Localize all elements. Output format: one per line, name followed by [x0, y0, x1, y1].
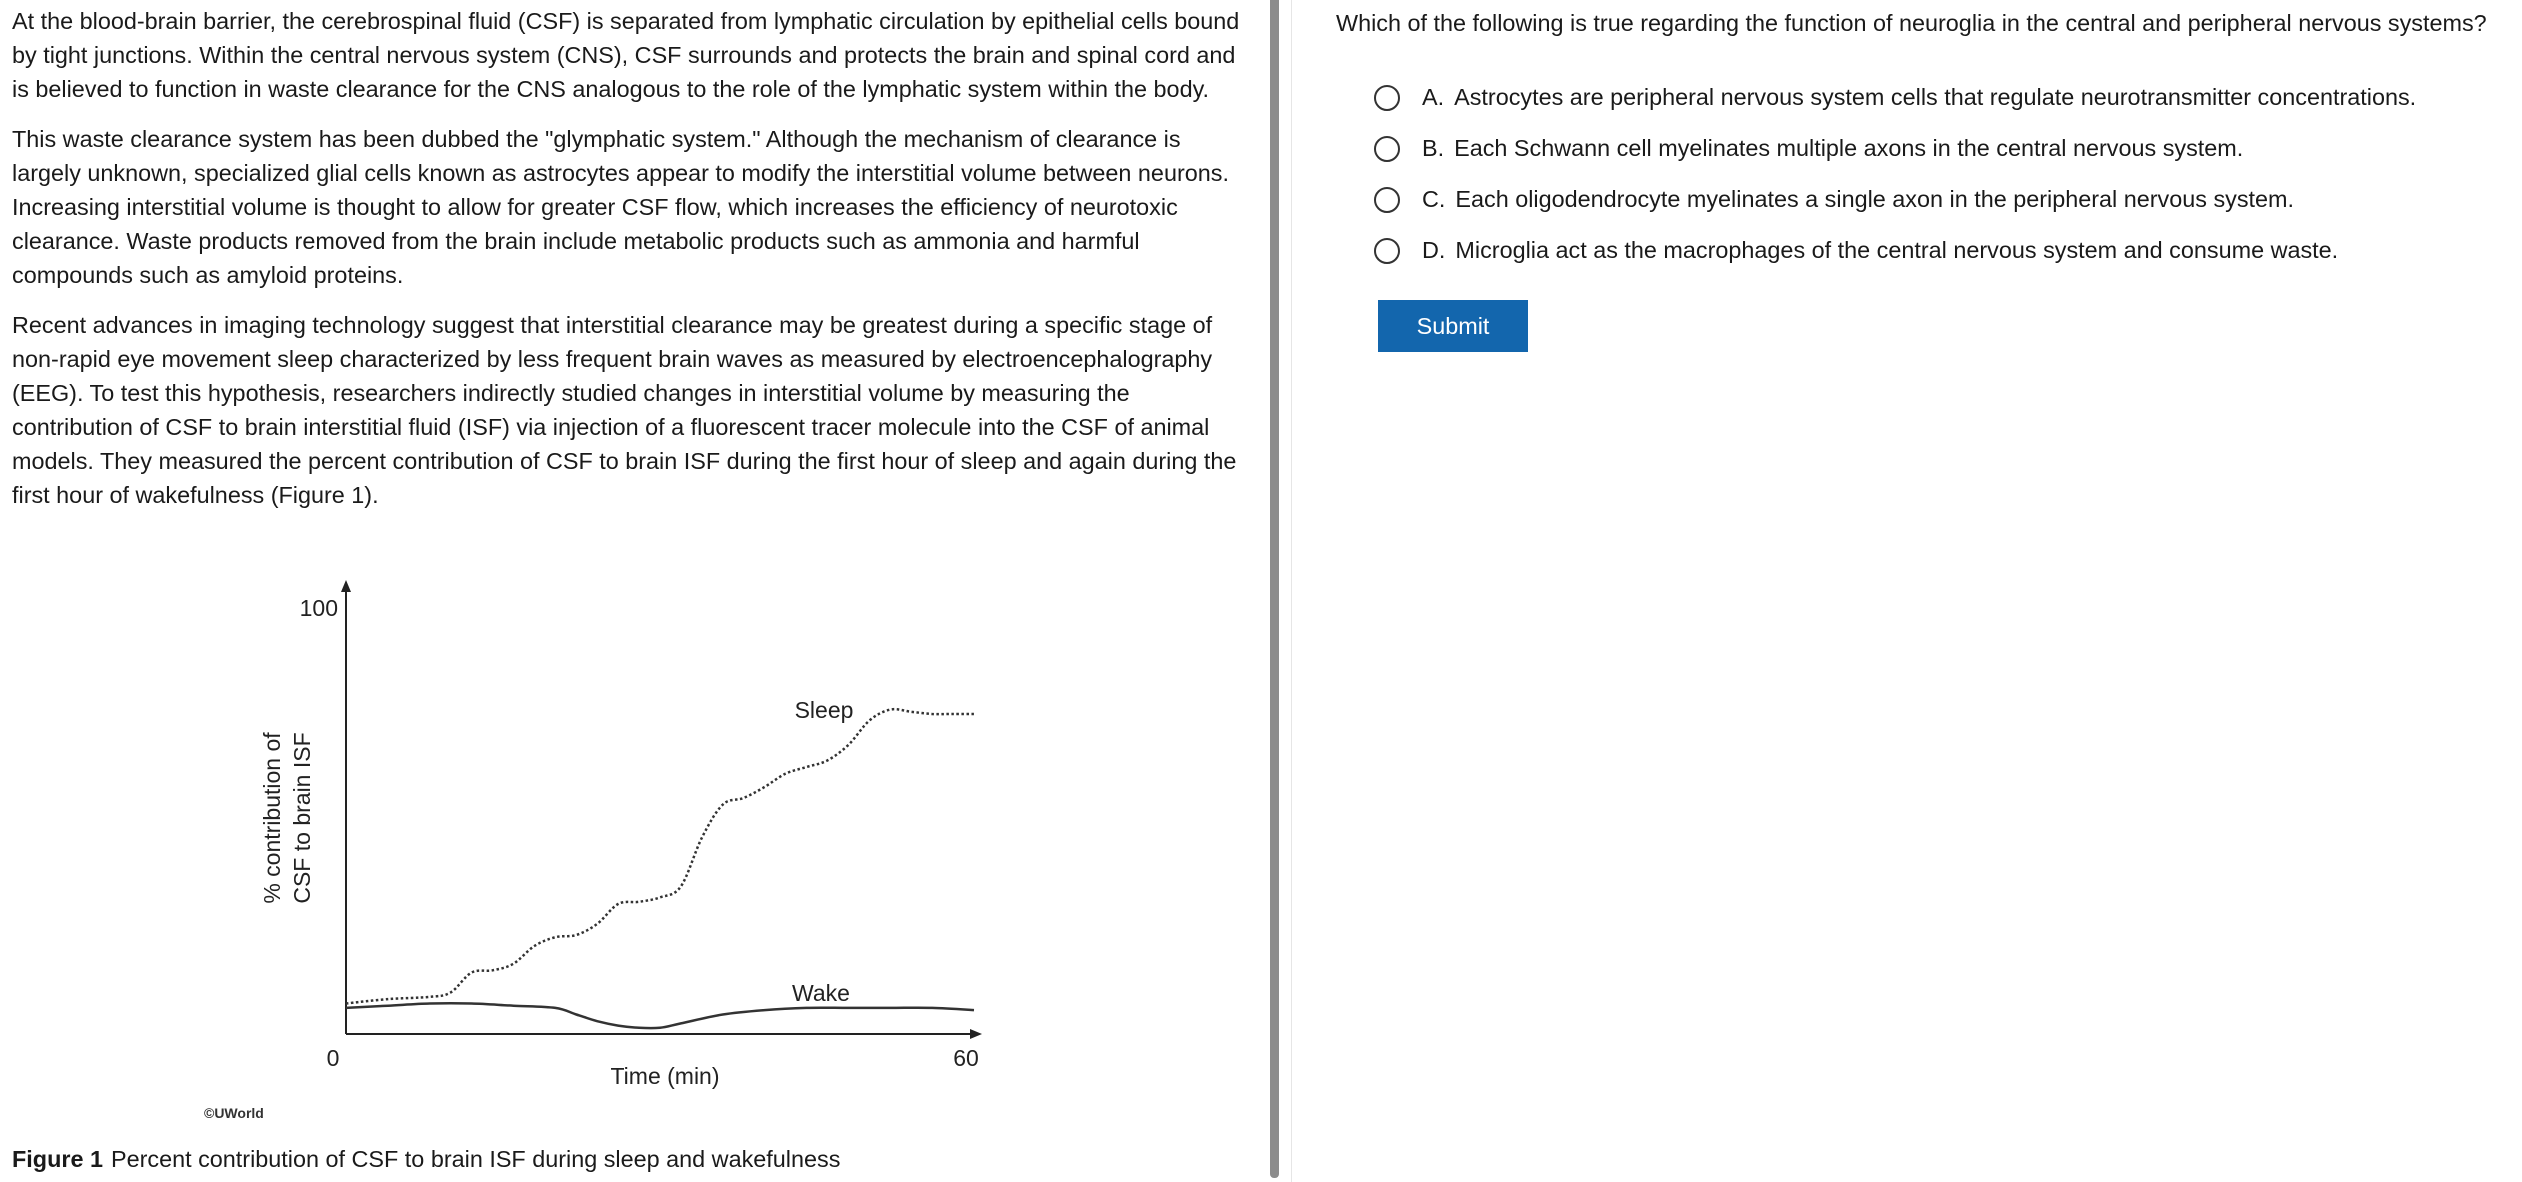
figure-1 [204, 570, 1030, 1130]
pane-divider-line [1291, 0, 1292, 1182]
x-axis-label: Time (min) [610, 1063, 720, 1089]
wake-series-label: Wake [792, 980, 850, 1006]
chart [204, 570, 1030, 1130]
figure-caption [12, 1142, 840, 1176]
copyright-label: ©UWorld [204, 1105, 264, 1121]
figure-caption-label: Figure 1 [12, 1146, 103, 1172]
x-tick-label-60: 60 [953, 1045, 979, 1071]
answer-choice-c[interactable] [1374, 174, 2416, 225]
choice-text-d: Microglia act as the macrophages of the central nervous system and consume waste. [1455, 237, 2339, 263]
question-pane [1336, 0, 2522, 1182]
answer-choice-a[interactable] [1374, 72, 2416, 123]
y-axis-arrow [341, 580, 351, 592]
choice-letter-a: A. [1422, 84, 1445, 110]
answer-choices [1374, 72, 2416, 276]
choice-letter-b: B. [1422, 135, 1445, 161]
sleep-series-label: Sleep [794, 697, 854, 723]
y-axis-label-line-2: CSF to brain ISF [289, 732, 315, 904]
pane-resize-handle[interactable] [1270, 0, 1279, 1178]
passage-paragraph-3: Recent advances in imaging technology suggest that interstitial clearance may be greatest during a specific stage of non-rapid eye movement sleep characterized by less frequent brain waves as measured by electroencephalography (EEG). To test this hypothesis, researchers indirectly studied changes in interstitial volume by measuring the contribution of CSF to brain interstitial fluid (ISF) via injection of a fluorescent tracer molecule into the CSF of animal models. They measured the percent contribution of CSF to brain ISF during the first hour of sleep and again during the first hour of wakefulness (Figure 1). [12, 312, 1237, 508]
choice-text-a: Astrocytes are peripheral nervous system cells that regulate neurotransmitter concentrations. [1454, 84, 2417, 110]
x-tick-label-0: 0 [326, 1045, 340, 1071]
radio-button-a[interactable] [1374, 85, 1400, 111]
question-prompt: Which of the following is true regarding the function of neuroglia in the central and peripheral nervous systems? [1336, 10, 2487, 36]
wake-series-line [346, 1003, 974, 1028]
y-tick-label-100: 100 [299, 595, 338, 621]
sleep-series-line [346, 709, 974, 1003]
answer-choice-b[interactable] [1374, 123, 2416, 174]
radio-button-b[interactable] [1374, 136, 1400, 162]
x-axis-arrow [970, 1029, 982, 1039]
choice-text-c: Each oligodendrocyte myelinates a single axon in the peripheral nervous system. [1455, 186, 2295, 212]
y-axis-label-line-1: % contribution of [259, 732, 285, 904]
radio-button-d[interactable] [1374, 238, 1400, 264]
figure-caption-text: Percent contribution of CSF to brain ISF during sleep and wakefulness [110, 1146, 841, 1172]
choice-letter-c: C. [1422, 186, 1446, 212]
choice-text-b: Each Schwann cell myelinates multiple axons in the central nervous system. [1454, 135, 2244, 161]
radio-button-c[interactable] [1374, 187, 1400, 213]
choice-letter-d: D. [1422, 237, 1446, 263]
answer-choice-d[interactable] [1374, 225, 2416, 276]
passage-paragraph-2: This waste clearance system has been dubbed the "glymphatic system." Although the mechanism of clearance is largely unknown, specialized glial cells known as astrocytes appear to modify the interstitial volume between neurons. Increasing interstitial volume is thought to allow for greater CSF flow, which increases the efficiency of neurotoxic clearance. Waste products removed from the brain include metabolic products such as ammonia and harmful compounds such as amyloid proteins. [12, 126, 1229, 288]
passage [12, 4, 1247, 528]
submit-button[interactable]: Submit [1378, 300, 1528, 352]
passage-paragraph-1: At the blood-brain barrier, the cerebrospinal fluid (CSF) is separated from lymphatic circulation by epithelial cells bound by tight junctions. Within the central nervous system (CNS), CSF surrounds and protects the brain and spinal cord and is believed to function in waste clearance for the CNS analogous to the role of the lymphatic system within the body. [12, 8, 1240, 102]
